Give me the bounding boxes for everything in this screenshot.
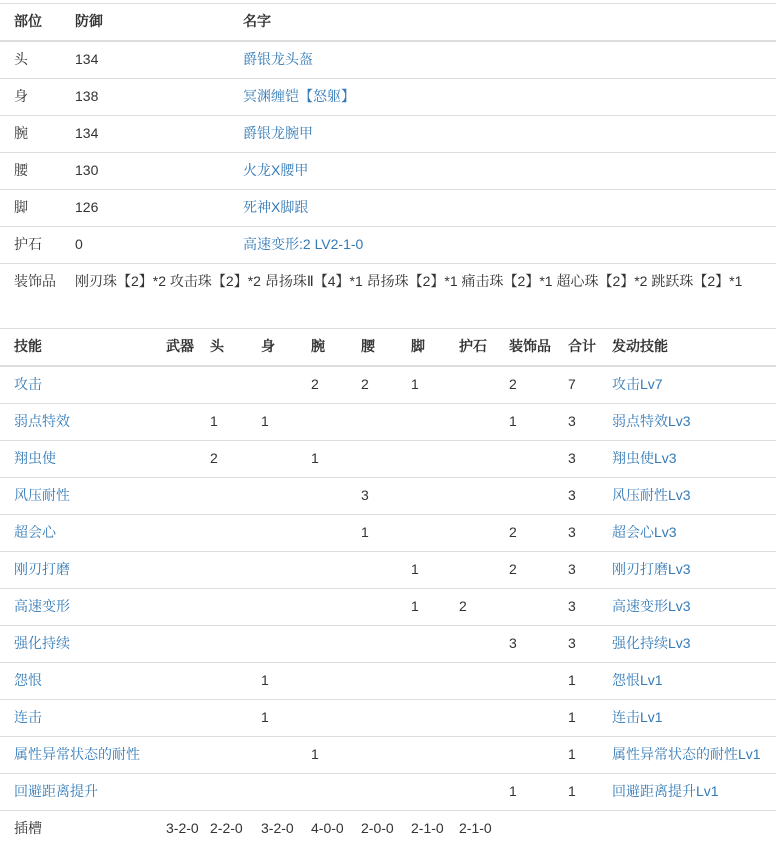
- activated-skill-cell: [604, 773, 776, 810]
- skill-point-value: 3: [560, 625, 604, 662]
- skill-point-value: 2: [451, 588, 501, 625]
- equipment-name-cell: [235, 41, 776, 78]
- equipment-name-link[interactable]: 死神X脚跟: [243, 198, 309, 215]
- equipment-defense-value: 130: [67, 152, 235, 189]
- skill-point-value: 1: [353, 514, 403, 551]
- skill-point-value: 2: [501, 366, 560, 403]
- equipment-name-cell: [235, 152, 776, 189]
- skill-point-value: 1: [560, 736, 604, 773]
- activated-skill-link[interactable]: 超会心Lv3: [612, 523, 677, 540]
- skill-table: [0, 328, 776, 847]
- skill-point-value: [451, 551, 501, 588]
- skill-point-value: [202, 699, 253, 736]
- skill-point-value: [501, 662, 560, 699]
- skill-point-value: [158, 736, 202, 773]
- skill-point-value: 1: [560, 662, 604, 699]
- equipment-row: [0, 189, 776, 226]
- slot-value: 2-1-0: [451, 810, 501, 846]
- activated-skill-link[interactable]: 高速变形Lv3: [612, 597, 691, 614]
- skill-point-value: 7: [560, 366, 604, 403]
- skill-table-header: [0, 328, 776, 365]
- equipment-defense-value: 126: [67, 189, 235, 226]
- skill-name-link[interactable]: 连击: [14, 708, 42, 725]
- skill-name-cell: [0, 625, 158, 662]
- header-skill: 技能: [0, 328, 158, 365]
- skill-point-value: [501, 736, 560, 773]
- skill-point-value: [451, 403, 501, 440]
- equipment-defense-value: 0: [67, 226, 235, 263]
- skill-point-value: [202, 662, 253, 699]
- equipment-part-label: 身: [0, 78, 67, 115]
- skill-point-value: 1: [501, 773, 560, 810]
- skill-name-link[interactable]: 攻击: [14, 375, 42, 392]
- skill-point-value: [403, 699, 451, 736]
- equipment-part-label: 腰: [0, 152, 67, 189]
- skill-point-value: [303, 514, 353, 551]
- activated-skill-cell: [604, 699, 776, 736]
- header-weapon: 武器: [158, 328, 202, 365]
- slot-value: 2-0-0: [353, 810, 403, 846]
- header-name: 名字: [235, 4, 776, 41]
- skill-point-value: [202, 366, 253, 403]
- skill-point-value: [253, 366, 303, 403]
- skill-name-link[interactable]: 翔虫使: [14, 449, 56, 466]
- skill-row: [0, 662, 776, 699]
- header-head: 头: [202, 328, 253, 365]
- skill-point-value: [353, 440, 403, 477]
- skill-point-value: [403, 403, 451, 440]
- skill-row: [0, 625, 776, 662]
- activated-skill-link[interactable]: 强化持续Lv3: [612, 634, 691, 651]
- skill-row: [0, 588, 776, 625]
- slot-value: 3-2-0: [253, 810, 303, 846]
- header-activated-skill: 发动技能: [604, 328, 776, 365]
- activated-skill-link[interactable]: 弱点特效Lv3: [612, 412, 691, 429]
- skill-name-cell: [0, 514, 158, 551]
- decorations-label: 装饰品: [0, 263, 67, 299]
- activated-skill-cell: [604, 440, 776, 477]
- skill-point-value: 3: [560, 440, 604, 477]
- activated-skill-cell: [604, 736, 776, 773]
- skill-point-value: 2: [353, 366, 403, 403]
- header-charm: 护石: [451, 328, 501, 365]
- skill-point-value: [353, 551, 403, 588]
- skill-point-value: [202, 773, 253, 810]
- equipment-name-cell: [235, 115, 776, 152]
- skill-point-value: [158, 366, 202, 403]
- skill-name-link[interactable]: 弱点特效: [14, 412, 70, 429]
- skill-point-value: [202, 588, 253, 625]
- skill-point-value: [303, 403, 353, 440]
- slot-value: 2-2-0: [202, 810, 253, 846]
- skill-row: [0, 366, 776, 403]
- skill-name-link[interactable]: 回避距离提升: [14, 782, 98, 799]
- activated-skill-cell: [604, 625, 776, 662]
- equipment-name-link[interactable]: 冥渊缠铠【怒躯】: [243, 87, 355, 104]
- skill-point-value: [158, 625, 202, 662]
- activated-skill-cell: [604, 403, 776, 440]
- activated-skill-cell: [604, 588, 776, 625]
- skill-name-cell: [0, 699, 158, 736]
- activated-skill-link[interactable]: 翔虫使Lv3: [612, 449, 677, 466]
- activated-skill-link[interactable]: 连击Lv1: [612, 708, 663, 725]
- skill-point-value: 2: [501, 551, 560, 588]
- slot-value: 4-0-0: [303, 810, 353, 846]
- skill-point-value: [303, 699, 353, 736]
- activated-skill-cell: [604, 662, 776, 699]
- skill-point-value: 1: [253, 662, 303, 699]
- header-part: 部位: [0, 4, 67, 41]
- skill-name-cell: [0, 736, 158, 773]
- skill-point-value: [202, 625, 253, 662]
- skill-row: [0, 403, 776, 440]
- slots-row: [0, 810, 776, 846]
- activated-skill-cell: [604, 477, 776, 514]
- skill-point-value: [451, 662, 501, 699]
- equipment-name-link[interactable]: 爵银龙腕甲: [243, 124, 313, 141]
- equipment-row: [0, 152, 776, 189]
- skill-point-value: [451, 440, 501, 477]
- skill-point-value: [202, 477, 253, 514]
- skill-point-value: [501, 440, 560, 477]
- slot-value: 3-2-0: [158, 810, 202, 846]
- skill-point-value: [253, 625, 303, 662]
- skill-point-value: [158, 699, 202, 736]
- activated-skill-link[interactable]: 刚刃打磨Lv3: [612, 560, 691, 577]
- skill-point-value: [353, 662, 403, 699]
- skill-point-value: [158, 773, 202, 810]
- skill-point-value: [253, 773, 303, 810]
- skill-point-value: 2: [202, 440, 253, 477]
- skill-point-value: [353, 588, 403, 625]
- skill-point-value: [403, 514, 451, 551]
- skill-point-value: [202, 736, 253, 773]
- skill-point-value: 3: [501, 625, 560, 662]
- header-arms: 腕: [303, 328, 353, 365]
- equipment-name-link[interactable]: 爵银龙头盔: [243, 50, 313, 67]
- skill-row: [0, 773, 776, 810]
- skill-point-value: 1: [202, 403, 253, 440]
- equipment-table: [0, 3, 776, 300]
- slot-value: 2-1-0: [403, 810, 451, 846]
- equipment-part-label: 腕: [0, 115, 67, 152]
- skill-point-value: 1: [501, 403, 560, 440]
- skill-name-cell: [0, 773, 158, 810]
- equipment-name-link[interactable]: 高速变形:2 LV2-1-0: [243, 235, 364, 252]
- equipment-part-label: 护石: [0, 226, 67, 263]
- skill-point-value: 3: [560, 551, 604, 588]
- skill-table-body: [0, 366, 776, 847]
- skill-point-value: [501, 477, 560, 514]
- skill-point-value: 1: [253, 699, 303, 736]
- skill-point-value: 3: [353, 477, 403, 514]
- skill-point-value: [158, 440, 202, 477]
- skill-point-value: [501, 699, 560, 736]
- activated-skill-link[interactable]: 攻击Lv7: [612, 375, 663, 392]
- skill-point-value: [451, 366, 501, 403]
- skill-point-value: 1: [560, 699, 604, 736]
- equipment-row: [0, 226, 776, 263]
- skill-point-value: [451, 773, 501, 810]
- skill-point-value: 1: [303, 736, 353, 773]
- skill-point-value: [403, 625, 451, 662]
- skill-point-value: [253, 551, 303, 588]
- skill-point-value: 1: [403, 551, 451, 588]
- skill-row: [0, 477, 776, 514]
- skill-name-cell: [0, 440, 158, 477]
- decorations-row: [0, 263, 776, 299]
- skill-point-value: [501, 588, 560, 625]
- skill-name-link[interactable]: 超会心: [14, 523, 56, 540]
- skill-point-value: [303, 773, 353, 810]
- skill-point-value: 3: [560, 403, 604, 440]
- header-body: 身: [253, 328, 303, 365]
- activated-skill-link[interactable]: 怨恨Lv1: [612, 671, 663, 688]
- skill-name-link[interactable]: 怨恨: [14, 671, 42, 688]
- skill-name-cell: [0, 588, 158, 625]
- skill-point-value: [158, 588, 202, 625]
- skill-point-value: 1: [303, 440, 353, 477]
- skill-point-value: [451, 514, 501, 551]
- equipment-defense-value: 134: [67, 115, 235, 152]
- skill-point-value: 2: [303, 366, 353, 403]
- skill-point-value: [303, 662, 353, 699]
- skill-point-value: 3: [560, 588, 604, 625]
- decorations-list: 刚刃珠【2】*2 攻击珠【2】*2 昂扬珠Ⅱ【4】*1 昂扬珠【2】*1 痛击珠【2】*1 超心珠【2】*2 跳跃珠【2】*1: [67, 263, 776, 299]
- activated-skill-cell: [604, 551, 776, 588]
- skill-row: [0, 514, 776, 551]
- skill-point-value: [451, 736, 501, 773]
- equipment-defense-value: 138: [67, 78, 235, 115]
- skill-point-value: [202, 514, 253, 551]
- equipment-name-link[interactable]: 火龙X腰甲: [243, 161, 309, 178]
- skill-point-value: [303, 551, 353, 588]
- skill-point-value: 2: [501, 514, 560, 551]
- equipment-table-body: [0, 41, 776, 300]
- skill-name-link[interactable]: 强化持续: [14, 634, 70, 651]
- equipment-table-header: [0, 4, 776, 41]
- slot-value: [501, 810, 560, 846]
- skill-name-cell: [0, 477, 158, 514]
- skill-point-value: 3: [560, 477, 604, 514]
- skill-point-value: [353, 699, 403, 736]
- header-legs: 脚: [403, 328, 451, 365]
- skill-point-value: [202, 551, 253, 588]
- skill-point-value: [303, 477, 353, 514]
- skill-point-value: [353, 625, 403, 662]
- activated-skill-link[interactable]: 属性异常状态的耐性Lv1: [612, 745, 761, 762]
- skill-point-value: [403, 736, 451, 773]
- slot-value: [560, 810, 604, 846]
- skill-name-link[interactable]: 高速变形: [14, 597, 70, 614]
- skill-point-value: [158, 662, 202, 699]
- skill-point-value: [303, 625, 353, 662]
- skill-name-link[interactable]: 风压耐性: [14, 486, 70, 503]
- equipment-row: [0, 78, 776, 115]
- skill-point-value: [403, 662, 451, 699]
- skill-point-value: [253, 514, 303, 551]
- skill-point-value: [353, 403, 403, 440]
- slots-label: 插槽: [0, 810, 158, 846]
- skill-name-cell: [0, 403, 158, 440]
- activated-skill-cell: [604, 514, 776, 551]
- skill-point-value: 1: [403, 366, 451, 403]
- skill-point-value: [451, 477, 501, 514]
- skill-point-value: [253, 588, 303, 625]
- equipment-row: [0, 41, 776, 78]
- skill-point-value: 1: [403, 588, 451, 625]
- header-total: 合计: [560, 328, 604, 365]
- header-waist: 腰: [353, 328, 403, 365]
- skill-point-value: [353, 736, 403, 773]
- skill-point-value: [253, 736, 303, 773]
- header-defense: 防御: [67, 4, 235, 41]
- equipment-name-cell: [235, 189, 776, 226]
- skill-point-value: [403, 773, 451, 810]
- skill-row: [0, 551, 776, 588]
- slots-empty-cell: [604, 810, 776, 846]
- skill-name-cell: [0, 366, 158, 403]
- skill-point-value: 1: [560, 773, 604, 810]
- skill-row: [0, 736, 776, 773]
- skill-name-link[interactable]: 刚刃打磨: [14, 560, 70, 577]
- skill-name-cell: [0, 551, 158, 588]
- equipment-name-cell: [235, 226, 776, 263]
- skill-point-value: [303, 588, 353, 625]
- skill-point-value: [253, 477, 303, 514]
- skill-point-value: [451, 699, 501, 736]
- skill-point-value: 1: [253, 403, 303, 440]
- skill-point-value: [158, 403, 202, 440]
- skill-point-value: [158, 551, 202, 588]
- skill-point-value: [158, 477, 202, 514]
- equipment-defense-value: 134: [67, 41, 235, 78]
- skill-point-value: [451, 625, 501, 662]
- skill-point-value: [403, 477, 451, 514]
- equipment-name-cell: [235, 78, 776, 115]
- skill-point-value: [353, 773, 403, 810]
- skill-name-link[interactable]: 属性异常状态的耐性: [14, 745, 140, 762]
- skill-name-cell: [0, 662, 158, 699]
- header-decorations: 装饰品: [501, 328, 560, 365]
- activated-skill-link[interactable]: 风压耐性Lv3: [612, 486, 691, 503]
- equipment-row: [0, 115, 776, 152]
- equipment-part-label: 头: [0, 41, 67, 78]
- skill-point-value: 3: [560, 514, 604, 551]
- activated-skill-link[interactable]: 回避距离提升Lv1: [612, 782, 719, 799]
- skill-row: [0, 440, 776, 477]
- skill-point-value: [253, 440, 303, 477]
- activated-skill-cell: [604, 366, 776, 403]
- skill-row: [0, 699, 776, 736]
- equipment-part-label: 脚: [0, 189, 67, 226]
- skill-point-value: [403, 440, 451, 477]
- skill-point-value: [158, 514, 202, 551]
